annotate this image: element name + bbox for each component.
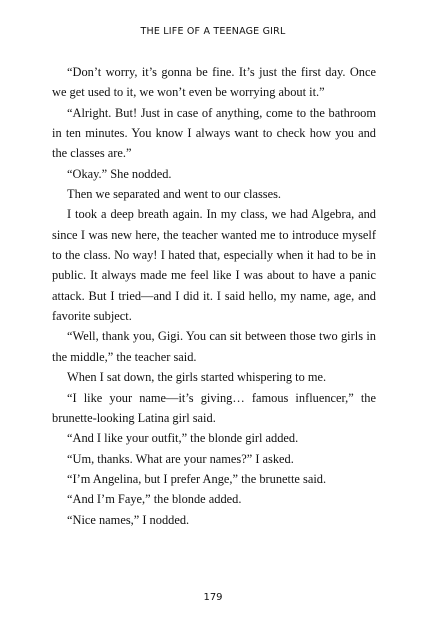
paragraph: I took a deep breath again. In my class, we had Algebra, and since I was new here, the teacher wanted me to introduce myself to the class. No way! I hated that, especially when it had to be in public. It always made me feel like I was about to have a panic attack. But I tried—and I did it. I said hello, my name, age, and favorite subject. (52, 207, 376, 324)
paragraph: “And I’m Faye,” the blonde added. (67, 492, 242, 507)
paragraph: Then we separated and went to our classes. (67, 187, 282, 202)
page-number: 179 (203, 592, 223, 603)
paragraph: “Nice names,” I nodded. (67, 512, 190, 527)
paragraph: “Alright. But! Just in case of anything, come to the bathroom in ten minutes. You know I always want to check how you and the classes are.” (52, 105, 376, 161)
paragraph: When I sat down, the girls started whispering to me. (67, 370, 327, 385)
running-header: THE LIFE OF A TEENAGE GIRL (140, 26, 286, 37)
paragraph: “And I like your outfit,” the blonde girl added. (67, 431, 299, 446)
paragraph: “I’m Angelina, but I prefer Ange,” the brunette said. (67, 471, 327, 486)
paragraph: “Um, thanks. What are your names?” I asked. (67, 451, 294, 466)
paragraph: “Okay.” She nodded. (67, 166, 172, 181)
paragraph: “Don’t worry, it’s gonna be fine. It’s just the first day. Once we get used to it, we won’t even be worrying about it.” (52, 65, 376, 100)
paragraph: “I like your name—it’s giving… famous influencer,” the brunette-looking Latina girl said. (52, 390, 376, 425)
paragraph: “Well, thank you, Gigi. You can sit between those two girls in the middle,” the teacher said. (52, 329, 376, 364)
body-text (52, 62, 376, 530)
